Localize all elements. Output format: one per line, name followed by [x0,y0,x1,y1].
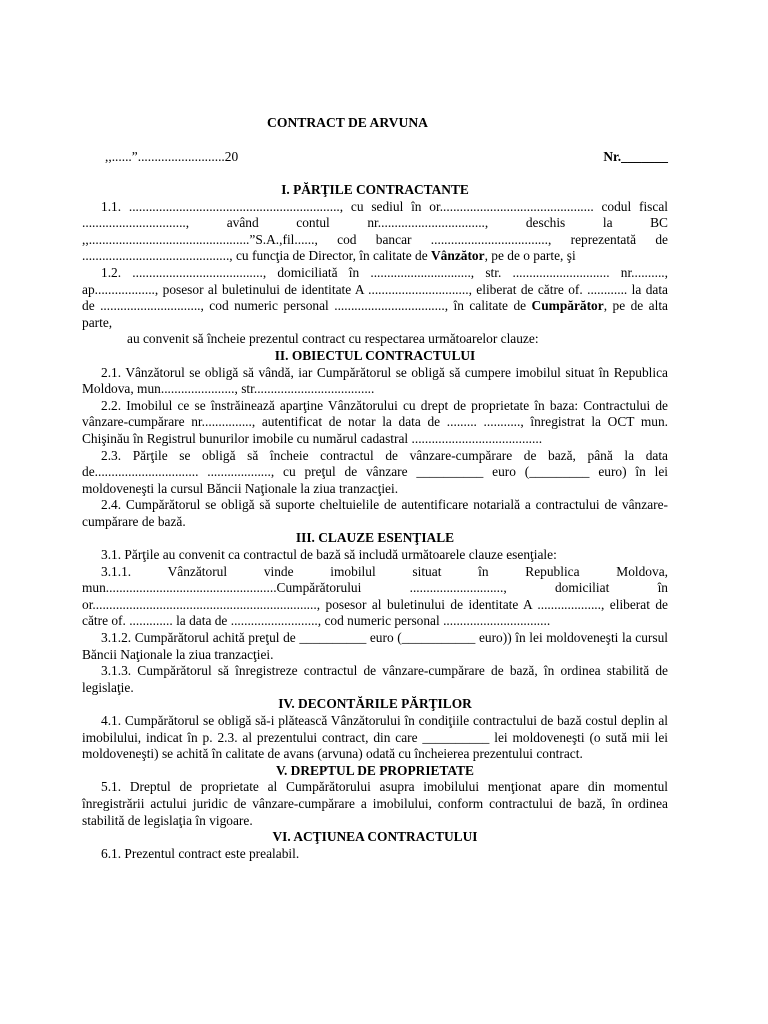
contract-date: ,,......”..........................20 [105,149,239,164]
clause-2-2: 2.2. Imobilul ce se înstrăinează aparţine Vânzătorului cu drept de proprietate în baza: Contractului de vânzare-cumpărare nr..............., autentificat de notar la data de ......... ..........., înregistrat la OCT mun. Chişinău în Registrul bunurilor imobile cu numărul cadastral ....................................... [82,397,668,446]
clause-1-1: 1.1. ..............................................................., cu sediul în or.............................................. codul fiscal ..............................., având contul nr................................, deschis la BC ,,................................................”S.A.,fil......, cod bancar ..................................., reprezentată de ............................................, cu funcţia de Director, în calitate de Vânzător, pe de o parte, şi [82,198,668,264]
section-heading-settlements: IV. DECONTĂRILE PĂRŢILOR [278,696,472,712]
clause-3-1-2: 3.1.2. Cumpărătorul achită preţul de __________ euro (___________ euro)) în lei moldoveneşti la cursul Băncii Naţionale la ziua tranzacţiei. [82,630,668,662]
section-heading-essential: III. CLAUZE ESENŢIALE [295,530,455,546]
clause-3-1-1: 3.1.1. Vânzătorul vinde imobilul situat în Republica Moldova, mun...................................................Cumpărătorului ............................, domiciliat în or..................................................................., posesor al buletinului de identitate A ..................., eliberat de către of. ............. la data de .........................., cod numeric personal ................................ [82,563,668,629]
clause-agreement: au convenit să încheie prezentul contract cu respectarea următoarelor clauze: [127,331,539,347]
clause-2-1: 2.1. Vânzătorul se obligă să vândă, iar Cumpărătorul se obligă să cumpere imobilul situat în Republica Moldova, mun......................, str.................................... [82,364,668,397]
section-heading-action: VI. ACŢIUNEA CONTRACTULUI [272,829,478,845]
clause-3-1: 3.1. Părţile au convenit ca contractul de bază să includă următoarele clauze esenţiale: [101,547,557,563]
clause-5-1: 5.1. Dreptul de proprietate al Cumpărătorului asupra imobilului menţionat apare din momentul înregistrării actului juridic de vânzare-cumpărare a imobilului, conform contractului de bază, în ordinea stabilită de legislaţia în vigoare. [82,779,668,828]
clause-1-2: 1.2. ......................................., domiciliată în .............................., str. ............................. nr.........., ap.................., posesor al buletinului de identitate A .............................., eliberat de către of. ............ la data de .............................., cod numeric personal ................................., în calitate de Cumpărător, pe de alta parte, [82,264,668,330]
contract-number: Nr._______ [603,149,668,164]
contract-title: CONTRACT DE ARVUNA [267,115,428,130]
contract-body [82,182,668,862]
section-heading-object: II. OBIECTUL CONTRACTULUI [274,347,476,363]
clause-6-1: 6.1. Prezentul contract este prealabil. [101,845,300,861]
section-heading-ownership: V. DREPTUL DE PROPRIETATE [276,762,474,778]
clause-2-3: 2.3. Părţile se obligă să încheie contractul de vânzare-cumpărare de bază, până la data de............................... ..................., cu preţul de vânzare __________ euro (_________ euro) în lei moldoveneşti la cursul Băncii Naţionale la ziua tranzacţiei. [82,447,668,496]
clause-3-1-3: 3.1.3. Cumpărătorul să înregistreze contractul de vânzare-cumpărare de bază, în ordinea stabilită de legislaţie. [82,663,668,695]
clause-2-4: 2.4. Cumpărătorul se obligă să suporte cheltuielile de autentificare notarială a contractului de vânzare-cumpărare de bază. [82,497,668,529]
clause-4-1: 4.1. Cumpărătorul se obligă să-i plătească Vânzătorului în condiţiile contractului de bază costul deplin al imobilului, indicat în p. 2.3. al prezentului contract, din care __________ lei moldoveneşti (o sută mii lei moldoveneşti) se achită în calitate de avans (arvuna) odată cu încheierea prezentului contract. [82,713,668,762]
section-heading-parties: I. PĂRŢILE CONTRACTANTE [281,182,469,197]
